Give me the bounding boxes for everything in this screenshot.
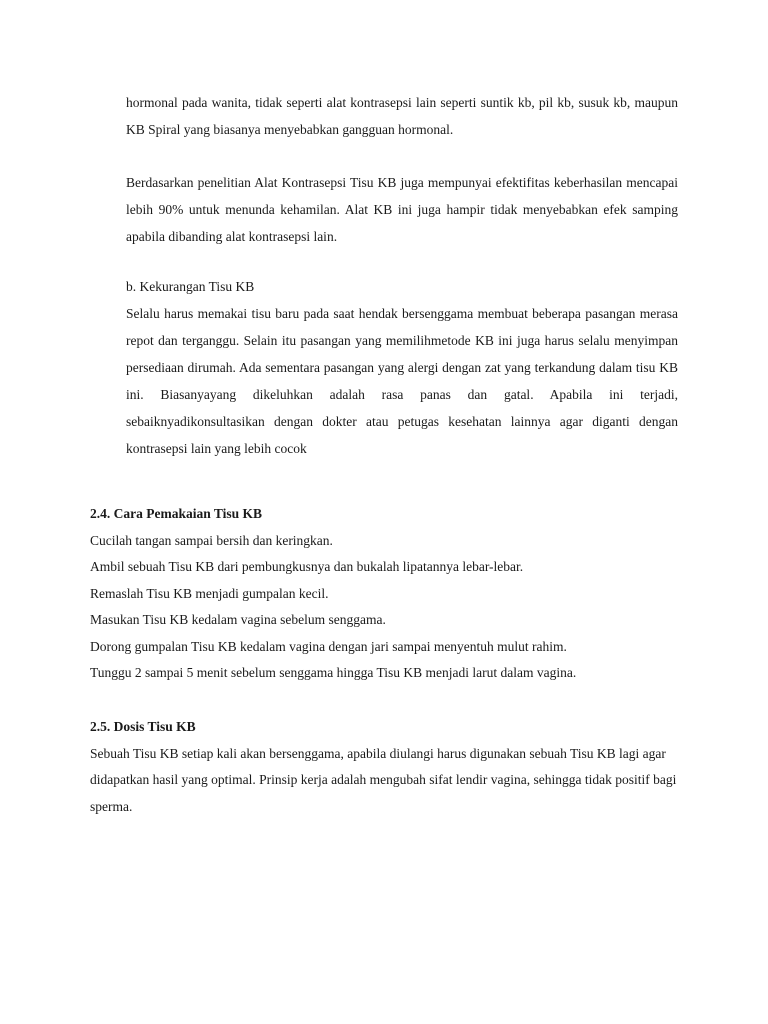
- list-item: Masukan Tisu KB kedalam vagina sebelum senggama.: [90, 612, 386, 627]
- list-item: Ambil sebuah Tisu KB dari pembungkusnya dan bukalah lipatannya lebar-lebar.: [90, 559, 524, 574]
- intro-paragraph-2-block: [126, 169, 678, 250]
- intro-paragraph-1-block: [126, 89, 678, 143]
- list-item: Cucilah tangan sampai bersih dan keringkan.: [90, 532, 333, 548]
- dosis-heading: 2.5. Dosis Tisu KB: [90, 719, 196, 734]
- cara-pemakaian-section: [90, 501, 680, 687]
- intro-paragraph-1: hormonal pada wanita, tidak seperti alat kontrasepsi lain seperti suntik kb, pil kb, susuk kb, maupun KB Spiral yang biasanya menyebabkan gangguan hormonal.: [126, 95, 678, 137]
- dosis-section: [90, 714, 680, 820]
- kekurangan-heading: b. Kekurangan Tisu KB: [126, 279, 255, 294]
- intro-paragraph-2: Berdasarkan penelitian Alat Kontrasepsi Tisu KB juga mempunyai efektifitas keberhasilan mencapai lebih 90% untuk menunda kehamilan. Alat KB ini juga hampir tidak menyebabkan efek samping apabila dibanding alat kontrasepsi lain.: [126, 175, 678, 244]
- list-item: Dorong gumpalan Tisu KB kedalam vagina dengan jari sampai menyentuh mulut rahim.: [90, 638, 567, 654]
- list-item: Remaslah Tisu KB menjadi gumpalan kecil.: [90, 585, 329, 601]
- cara-pemakaian-heading: 2.4. Cara Pemakaian Tisu KB: [90, 506, 263, 521]
- dosis-body: Sebuah Tisu KB setiap kali akan bersenggama, apabila diulangi harus digunakan sebuah Tisu KB lagi agar didapatkan hasil yang optimal. Prinsip kerja adalah mengubah sifat lendir vagina, sehingga tidak positif bagi sperma.: [90, 745, 677, 814]
- kekurangan-block: [126, 273, 678, 462]
- kekurangan-body: Selalu harus memakai tisu baru pada saat hendak bersenggama membuat beberapa pasangan merasa repot dan terganggu. Selain itu pasangan yang memilihmetode KB ini juga harus selalu menyimpan persediaan dirumah. Ada sementara pasangan yang alergi dengan zat yang terkandung dalam tisu KB ini. Biasanyayang dikeluhkan adalah rasa panas dan gatal. Apabila ini terjadi, sebaiknyadikonsultasikan dengan dokter atau petugas kesehatan lainnya agar diganti dengan kontrasepsi lain yang lebih cocok: [126, 306, 678, 456]
- list-item: Tunggu 2 sampai 5 menit sebelum senggama hingga Tisu KB menjadi larut dalam vagina.: [90, 665, 577, 680]
